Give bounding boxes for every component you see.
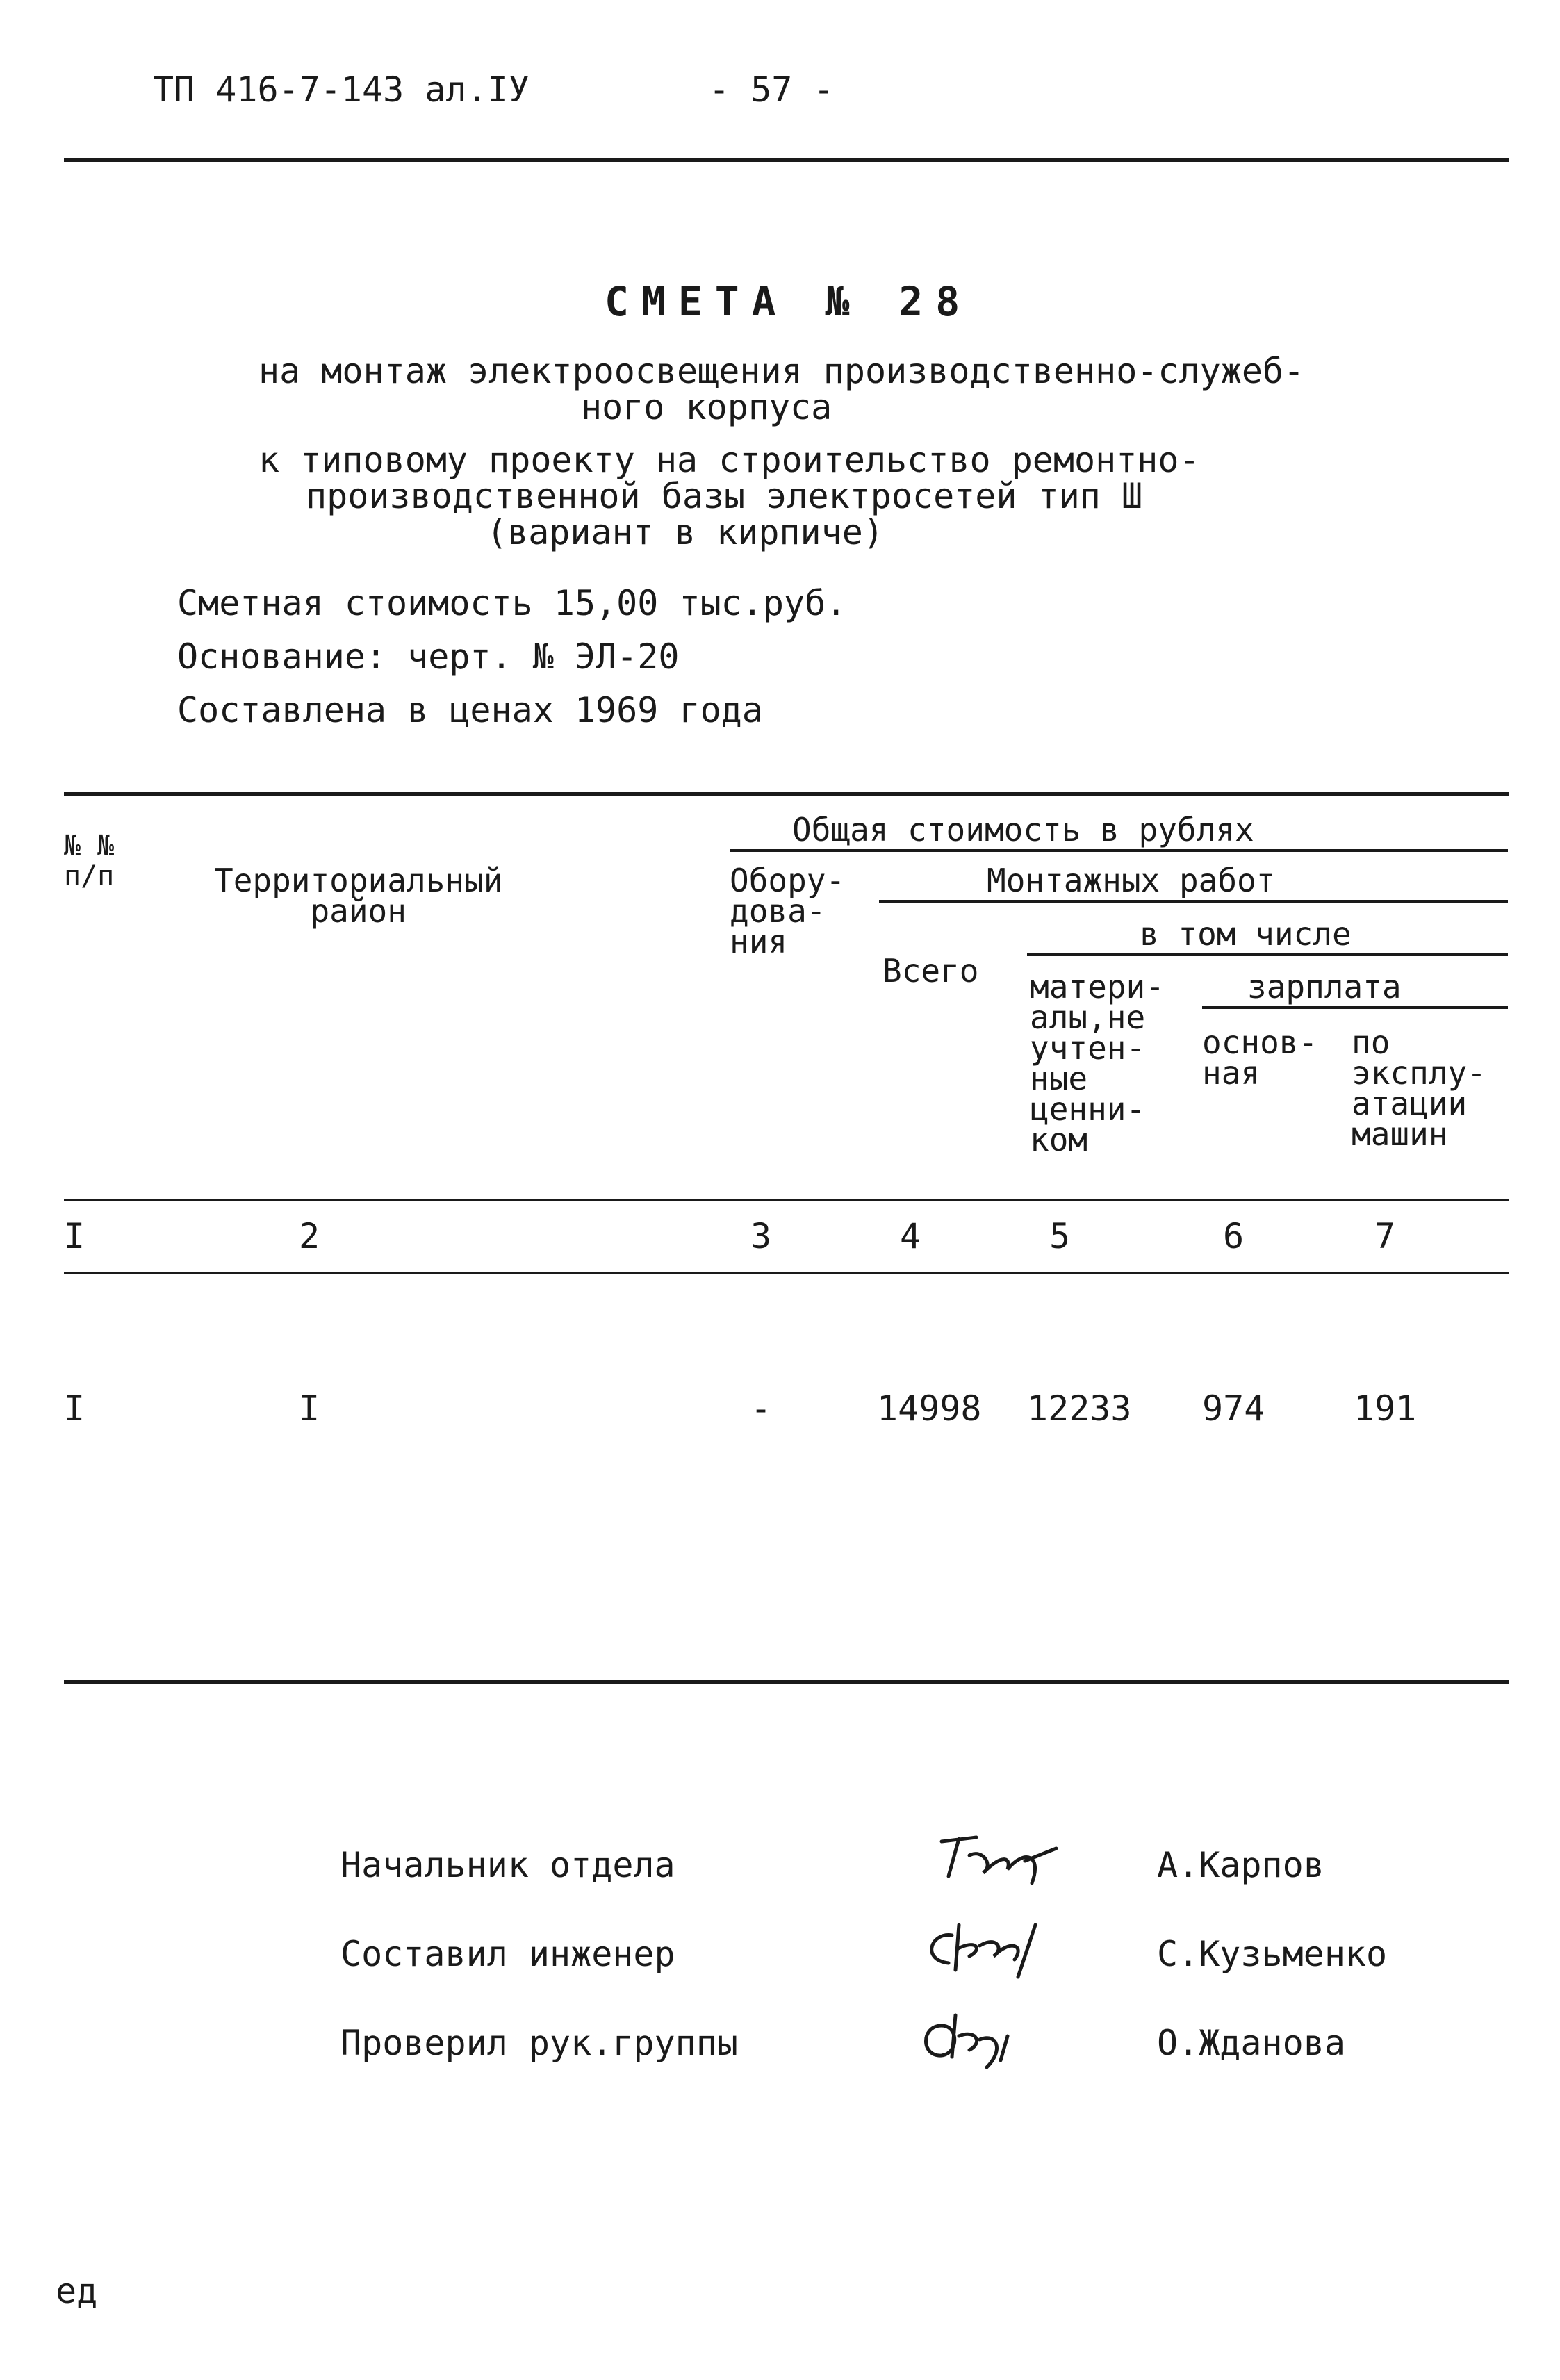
total-cost-rule xyxy=(730,849,1508,852)
title-line-1: на монтаж электроосвещения производственно-служеб- xyxy=(258,351,1305,391)
header-divider xyxy=(64,158,1509,162)
col-basic-header: основ- ная xyxy=(1202,1024,1318,1092)
col-number-7: 7 xyxy=(1374,1216,1396,1256)
handwritten-signature-3 xyxy=(910,2001,1049,2078)
col-number-4: 4 xyxy=(900,1216,921,1256)
title-line-5: (вариант в кирпиче) xyxy=(486,512,884,552)
col-number-1: I xyxy=(64,1216,85,1256)
salary-rule xyxy=(1202,1006,1508,1009)
signer-name-3: О.Жданова xyxy=(1157,2023,1345,2063)
col-number-6: 6 xyxy=(1223,1216,1245,1256)
table-bottom-rule xyxy=(64,1680,1509,1684)
basis-drawing: Основание: черт. № ЭЛ-20 xyxy=(177,637,680,677)
signer-position-1: Начальник отдела xyxy=(340,1845,675,1885)
col-num-header: № № п/п xyxy=(64,830,115,892)
row-salary-basic: 974 xyxy=(1202,1388,1265,1429)
page-number: - 57 - xyxy=(709,69,835,110)
incl-header: в том числе xyxy=(1140,915,1352,953)
signer-position-3: Проверил рук.группы xyxy=(340,2023,738,2063)
incl-rule xyxy=(1027,953,1508,956)
col-numbers-rule xyxy=(64,1272,1509,1274)
signer-name-2: С.Кузьменко xyxy=(1157,1934,1388,1974)
col-equipment-header: Обору- дова- ния xyxy=(730,862,846,960)
handwritten-signature-1 xyxy=(928,1828,1081,1894)
col-number-2: 2 xyxy=(299,1216,320,1256)
install-rule xyxy=(879,900,1508,903)
col-materials-header: матери- алы,не учтен- ные ценни- ком xyxy=(1030,968,1165,1158)
price-year: Составлена в ценах 1969 года xyxy=(177,690,763,730)
col-all-header: Всего xyxy=(882,952,979,990)
title-line-2: ного корпуса xyxy=(581,387,832,427)
row-num: I xyxy=(64,1388,85,1429)
row-equipment: - xyxy=(750,1388,772,1429)
row-total: 14998 xyxy=(877,1388,982,1429)
total-cost-header: Общая стоимость в рублях xyxy=(792,811,1254,848)
install-header: Монтажных работ xyxy=(987,862,1276,899)
title-line-4: производственной базы электросетей тип Ш xyxy=(306,476,1143,516)
salary-header: зарплата xyxy=(1247,968,1402,1006)
doc-code: ТП 416-7-143 ал.IУ xyxy=(153,69,529,110)
col-number-5: 5 xyxy=(1049,1216,1071,1256)
estimated-cost: Сметная стоимость 15,00 тыс.руб. xyxy=(177,583,847,623)
col-machines-header: по эксплу- атации машин xyxy=(1352,1024,1486,1153)
signer-name-1: А.Карпов xyxy=(1157,1845,1324,1885)
handwritten-signature-2 xyxy=(914,1907,1087,1984)
col-region-header: Территориальный район xyxy=(214,862,503,930)
signer-position-2: Составил инженер xyxy=(340,1934,675,1974)
estimate-heading: СМЕТА № 28 xyxy=(605,278,973,325)
footer-mark: ед xyxy=(56,2271,98,2311)
title-line-3: к типовому проекту на строительство ремонтно- xyxy=(258,440,1200,480)
table-top-rule xyxy=(64,792,1509,796)
col-number-3: 3 xyxy=(750,1216,772,1256)
header-bottom-rule xyxy=(64,1199,1509,1201)
row-region: I xyxy=(299,1388,320,1429)
row-materials: 12233 xyxy=(1027,1388,1132,1429)
row-machines: 191 xyxy=(1354,1388,1417,1429)
